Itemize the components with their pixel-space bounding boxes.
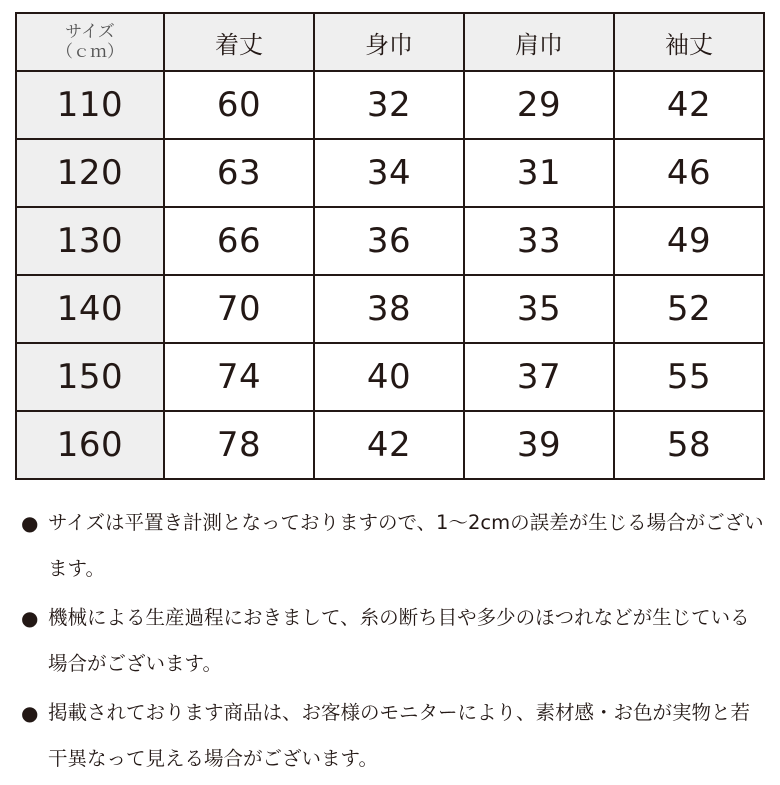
table-row (16, 207, 764, 275)
shoulder-width-cell: 33 (464, 207, 614, 275)
note-item (20, 690, 768, 782)
body-width-cell: 32 (314, 71, 464, 139)
sleeve-length-cell: 52 (614, 275, 764, 343)
sleeve-length-cell: 58 (614, 411, 764, 479)
length-cell: 66 (164, 207, 314, 275)
header-body-width: 身巾 (314, 13, 464, 71)
bullet-icon: ● (21, 606, 39, 630)
bullet-icon: ● (21, 511, 39, 535)
table-row (16, 343, 764, 411)
notes-section (20, 500, 768, 785)
body-width-cell: 40 (314, 343, 464, 411)
table-row (16, 275, 764, 343)
size-chart-table (15, 12, 765, 480)
header-unit-label: （ｃｍ） (56, 42, 124, 62)
body-width-cell: 42 (314, 411, 464, 479)
size-cell: 150 (16, 343, 164, 411)
size-cell: 110 (16, 71, 164, 139)
length-cell: 63 (164, 139, 314, 207)
sleeve-length-cell: 46 (614, 139, 764, 207)
header-row (16, 13, 764, 71)
size-cell: 140 (16, 275, 164, 343)
size-cell: 120 (16, 139, 164, 207)
shoulder-width-cell: 39 (464, 411, 614, 479)
length-cell: 78 (164, 411, 314, 479)
header-size-label: サイズ (65, 22, 115, 42)
note-text: サイズは平置き計測となっておりますので、1～2cmの誤差が生じる場合がございます。 (48, 511, 764, 580)
header-size-unit (16, 13, 164, 71)
size-cell: 160 (16, 411, 164, 479)
header-shoulder-width: 肩巾 (464, 13, 614, 71)
header-sleeve-length: 袖丈 (614, 13, 764, 71)
shoulder-width-cell: 31 (464, 139, 614, 207)
table-row (16, 139, 764, 207)
shoulder-width-cell: 37 (464, 343, 614, 411)
length-cell: 70 (164, 275, 314, 343)
sleeve-length-cell: 49 (614, 207, 764, 275)
sleeve-length-cell: 55 (614, 343, 764, 411)
note-text: 掲載されております商品は、お客様のモニターにより、素材感・お色が実物と若干異なって見える場合がございます。 (48, 701, 751, 770)
note-item (20, 595, 768, 687)
header-length: 着丈 (164, 13, 314, 71)
shoulder-width-cell: 35 (464, 275, 614, 343)
note-item (20, 500, 768, 592)
shoulder-width-cell: 29 (464, 71, 614, 139)
body-width-cell: 38 (314, 275, 464, 343)
body-width-cell: 34 (314, 139, 464, 207)
size-cell: 130 (16, 207, 164, 275)
note-text: 機械による生産過程におきまして、糸の断ち目や多少のほつれなどが生じている場合がございます。 (48, 606, 750, 675)
body-width-cell: 36 (314, 207, 464, 275)
table-row (16, 411, 764, 479)
table-row (16, 71, 764, 139)
length-cell: 74 (164, 343, 314, 411)
bullet-icon: ● (21, 701, 39, 725)
sleeve-length-cell: 42 (614, 71, 764, 139)
length-cell: 60 (164, 71, 314, 139)
